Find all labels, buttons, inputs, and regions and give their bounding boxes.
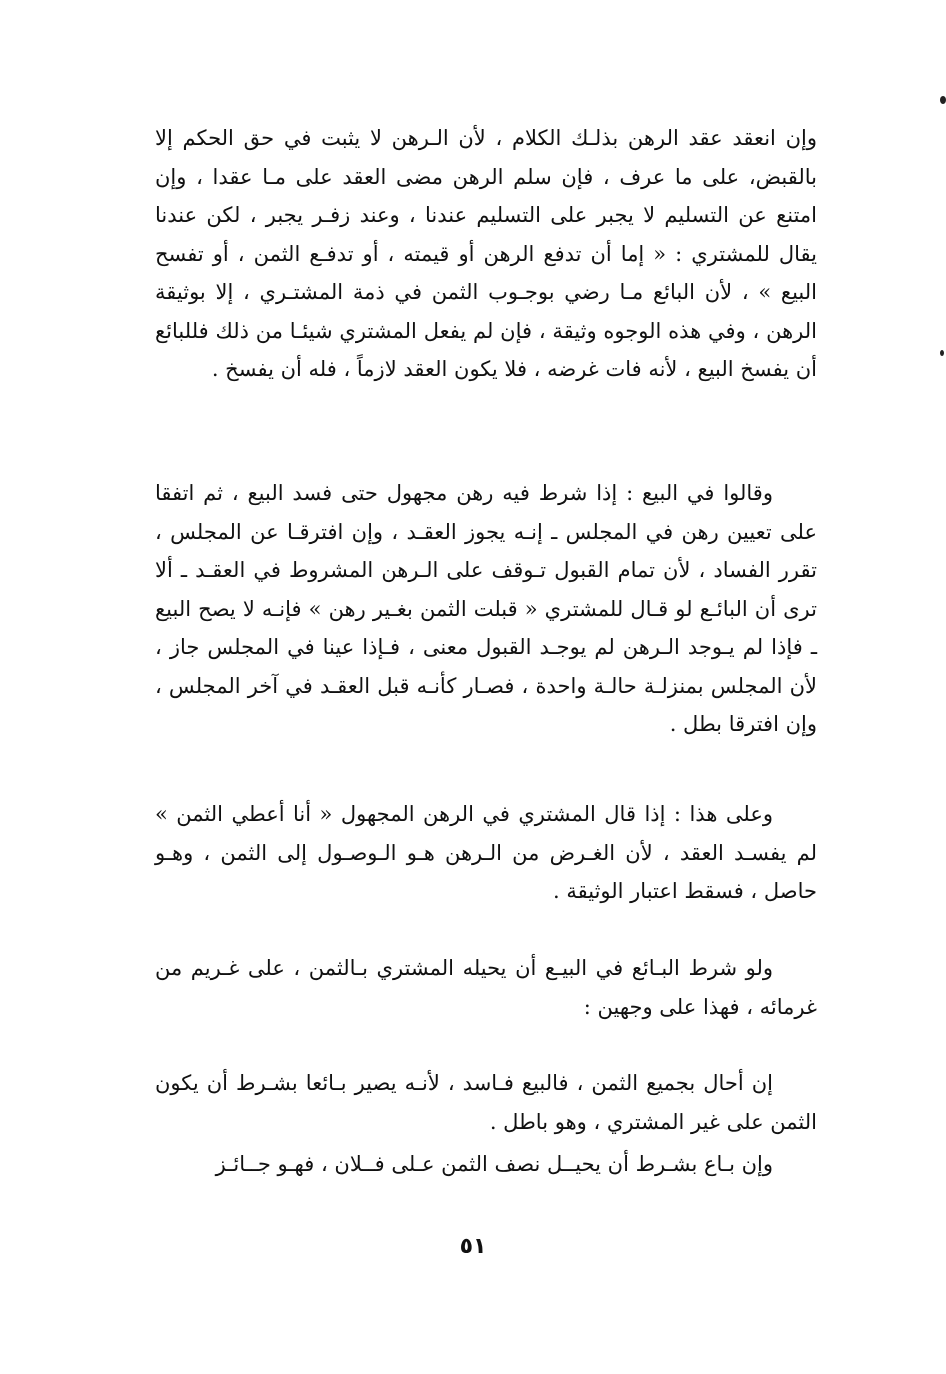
paragraph-5: إن أحال بجميع الثمن ، فالبيع فـاسد ، لأنـه يصير بـائعا بشـرط أن يكون الثمن على غير المشتري ، وهو باطل .	[155, 1071, 817, 1134]
paragraph-3: وعلى هذا : إذا قال المشتري في الرهن المجهول « أنا أعطي الثمن » لم يفسـد العقد ، لأن الغـرض من الـرهن هـو الـوصـول إلى الثمن ، وهـو حاصل ، فسقط اعتبار الوثيقة .	[155, 802, 817, 903]
paragraph-6: وإن بـاع بشـرط أن يحيــل نصف الثمن عـلى فــلان ، فهـو جــائـز	[215, 1152, 773, 1176]
margin-speck	[940, 96, 946, 104]
paragraph-1: وإن انعقد عقد الرهن بذلـك الكلام ، لأن الـرهن لا يثبت في حق الحكم إلا بالقبض، على ما عرف ، فإن سلم الرهن مضى العقد على مـا عقدا ، وإن امتنع عن التسليم لا يجبر على التسليم عندنا ، وعند زفـر يجبر ، لكن عندنا يقال للمشتري : « إما أن تدفع الرهن أو قيمته ، أو تدفـع الثمن ، أو تفسح البيع » ، لأن البائع مـا رضي بوجـوب الثمن في ذمة المشتـري ، إلا بوثيقة الرهن ، وفي هذه الوجوه وثيقة ، فإن لم يفعل المشتري شيئـا من ذلك فللبائع أن يفسخ البيع ، لأنه فات غرضه ، فلا يكون العقد لازماً ، فله أن يفسخ .	[155, 126, 817, 381]
page-number: ٥١	[459, 1234, 487, 1259]
paragraph-4: ولو شرط البـائع في البيـع أن يحيله المشتري بـالثمن ، على غـريم من غرمائه ، فهذا على وجهين :	[155, 956, 817, 1019]
margin-speck	[940, 350, 944, 356]
paragraph-2: وقالوا في البيع : إذا شرط فيه رهن مجهول حتى فسد البيع ، ثم اتفقا على تعيين رهن في المجلس ـ إنـه يجوز العقـد ، وإن افترقـا عن المجلس ، تقرر الفساد ، لأن تمام القبول تـوقف على الـرهن المشروط في العقـد ـ ألا ترى أن البائـع لو قـال للمشتري « قبلت الثمن بغـير رهن » فإنـه لا يصح البيع ـ فإذا لم يـوجد الـرهن لم يوجـد القبول معنى ، فـإذا عينا في المجلس جاز ، لأن المجلس بمنزلـة حالـة واحدة ، فصـار كأنـه قبل العقـد في آخر المجلس ، وإن افترقا بطل .	[155, 481, 817, 736]
